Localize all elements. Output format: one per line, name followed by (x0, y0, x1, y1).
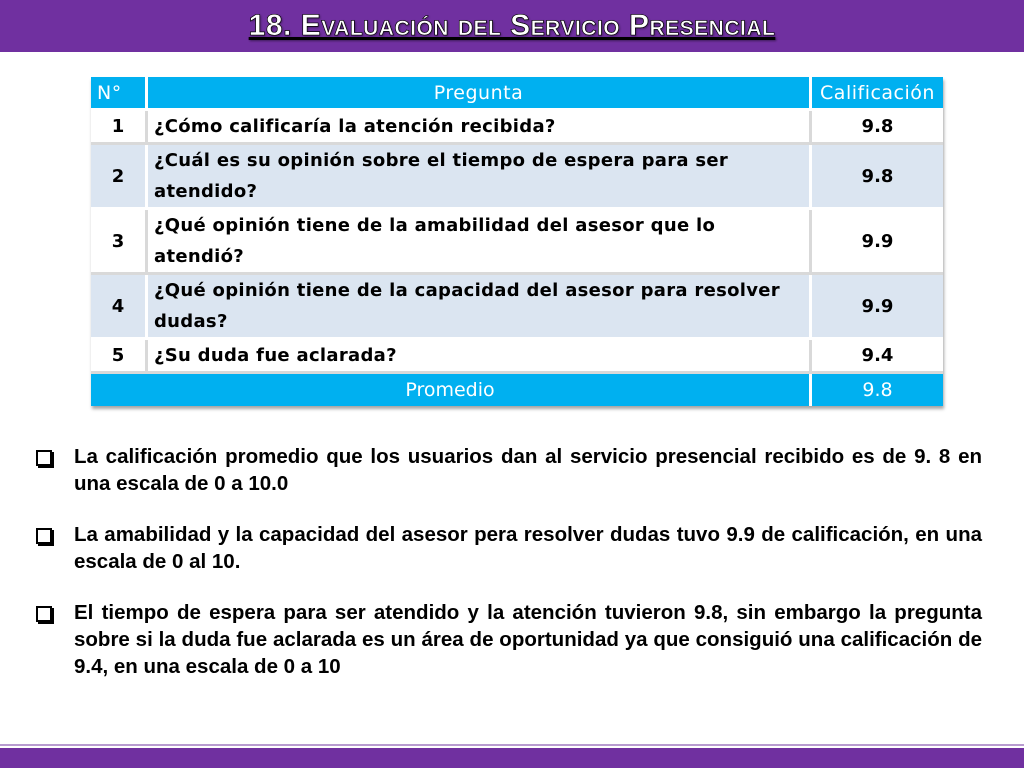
header-score: Calificación (812, 77, 943, 111)
header-question: Pregunta (148, 77, 812, 111)
row-score: 9.4 (812, 340, 943, 374)
row-number: 5 (91, 340, 148, 374)
table-row (91, 111, 943, 145)
row-score: 9.9 (812, 210, 943, 275)
title-banner (0, 0, 1024, 52)
row-question: ¿Qué opinión tiene de la capacidad del asesor para resolver dudas? (148, 275, 812, 340)
header-number: N° (91, 77, 148, 111)
row-question: ¿Cuál es su opinión sobre el tiempo de espera para ser atendido? (148, 145, 812, 210)
table-row (91, 210, 943, 275)
row-number: 2 (91, 145, 148, 210)
list-item (36, 599, 982, 680)
footer-label: Promedio (91, 374, 812, 406)
row-score: 9.8 (812, 111, 943, 145)
row-question: ¿Su duda fue aclarada? (148, 340, 812, 374)
checkbox-bullet-icon (36, 450, 52, 466)
bullet-text: La amabilidad y la capacidad del asesor pera resolver dudas tuvo 9.9 de calificación, en una escala de 0 al 10. (74, 523, 982, 573)
bullet-text: El tiempo de espera para ser atendido y la atención tuvieron 9.8, sin embargo la pregunta sobre si la duda fue aclarada es un área de oportunidad ya que consiguió una calificación de 9.4, en una escala de 0 a 10 (74, 601, 982, 678)
bullet-text: La calificación promedio que los usuarios dan al servicio presencial recibido es de 9. 8 en una escala de 0 a 10.0 (74, 445, 982, 495)
table-header-row (91, 77, 943, 111)
footer-banner (0, 748, 1024, 768)
row-number: 3 (91, 210, 148, 275)
footer-divider (0, 744, 1024, 746)
row-score: 9.9 (812, 275, 943, 340)
row-number: 4 (91, 275, 148, 340)
page-title: 18. Evaluación del Servicio Presencial (248, 9, 776, 42)
row-question: ¿Cómo calificaría la atención recibida? (148, 111, 812, 145)
table-row (91, 145, 943, 210)
summary-bullet-list (36, 443, 982, 704)
row-score: 9.8 (812, 145, 943, 210)
evaluation-table (91, 77, 943, 406)
table-row (91, 340, 943, 374)
list-item (36, 521, 982, 575)
evaluation-table-container (91, 77, 943, 406)
row-number: 1 (91, 111, 148, 145)
footer-score: 9.8 (812, 374, 943, 406)
row-question: ¿Qué opinión tiene de la amabilidad del asesor que lo atendió? (148, 210, 812, 275)
checkbox-bullet-icon (36, 606, 52, 622)
table-row (91, 275, 943, 340)
checkbox-bullet-icon (36, 528, 52, 544)
table-footer-row (91, 374, 943, 406)
list-item (36, 443, 982, 497)
